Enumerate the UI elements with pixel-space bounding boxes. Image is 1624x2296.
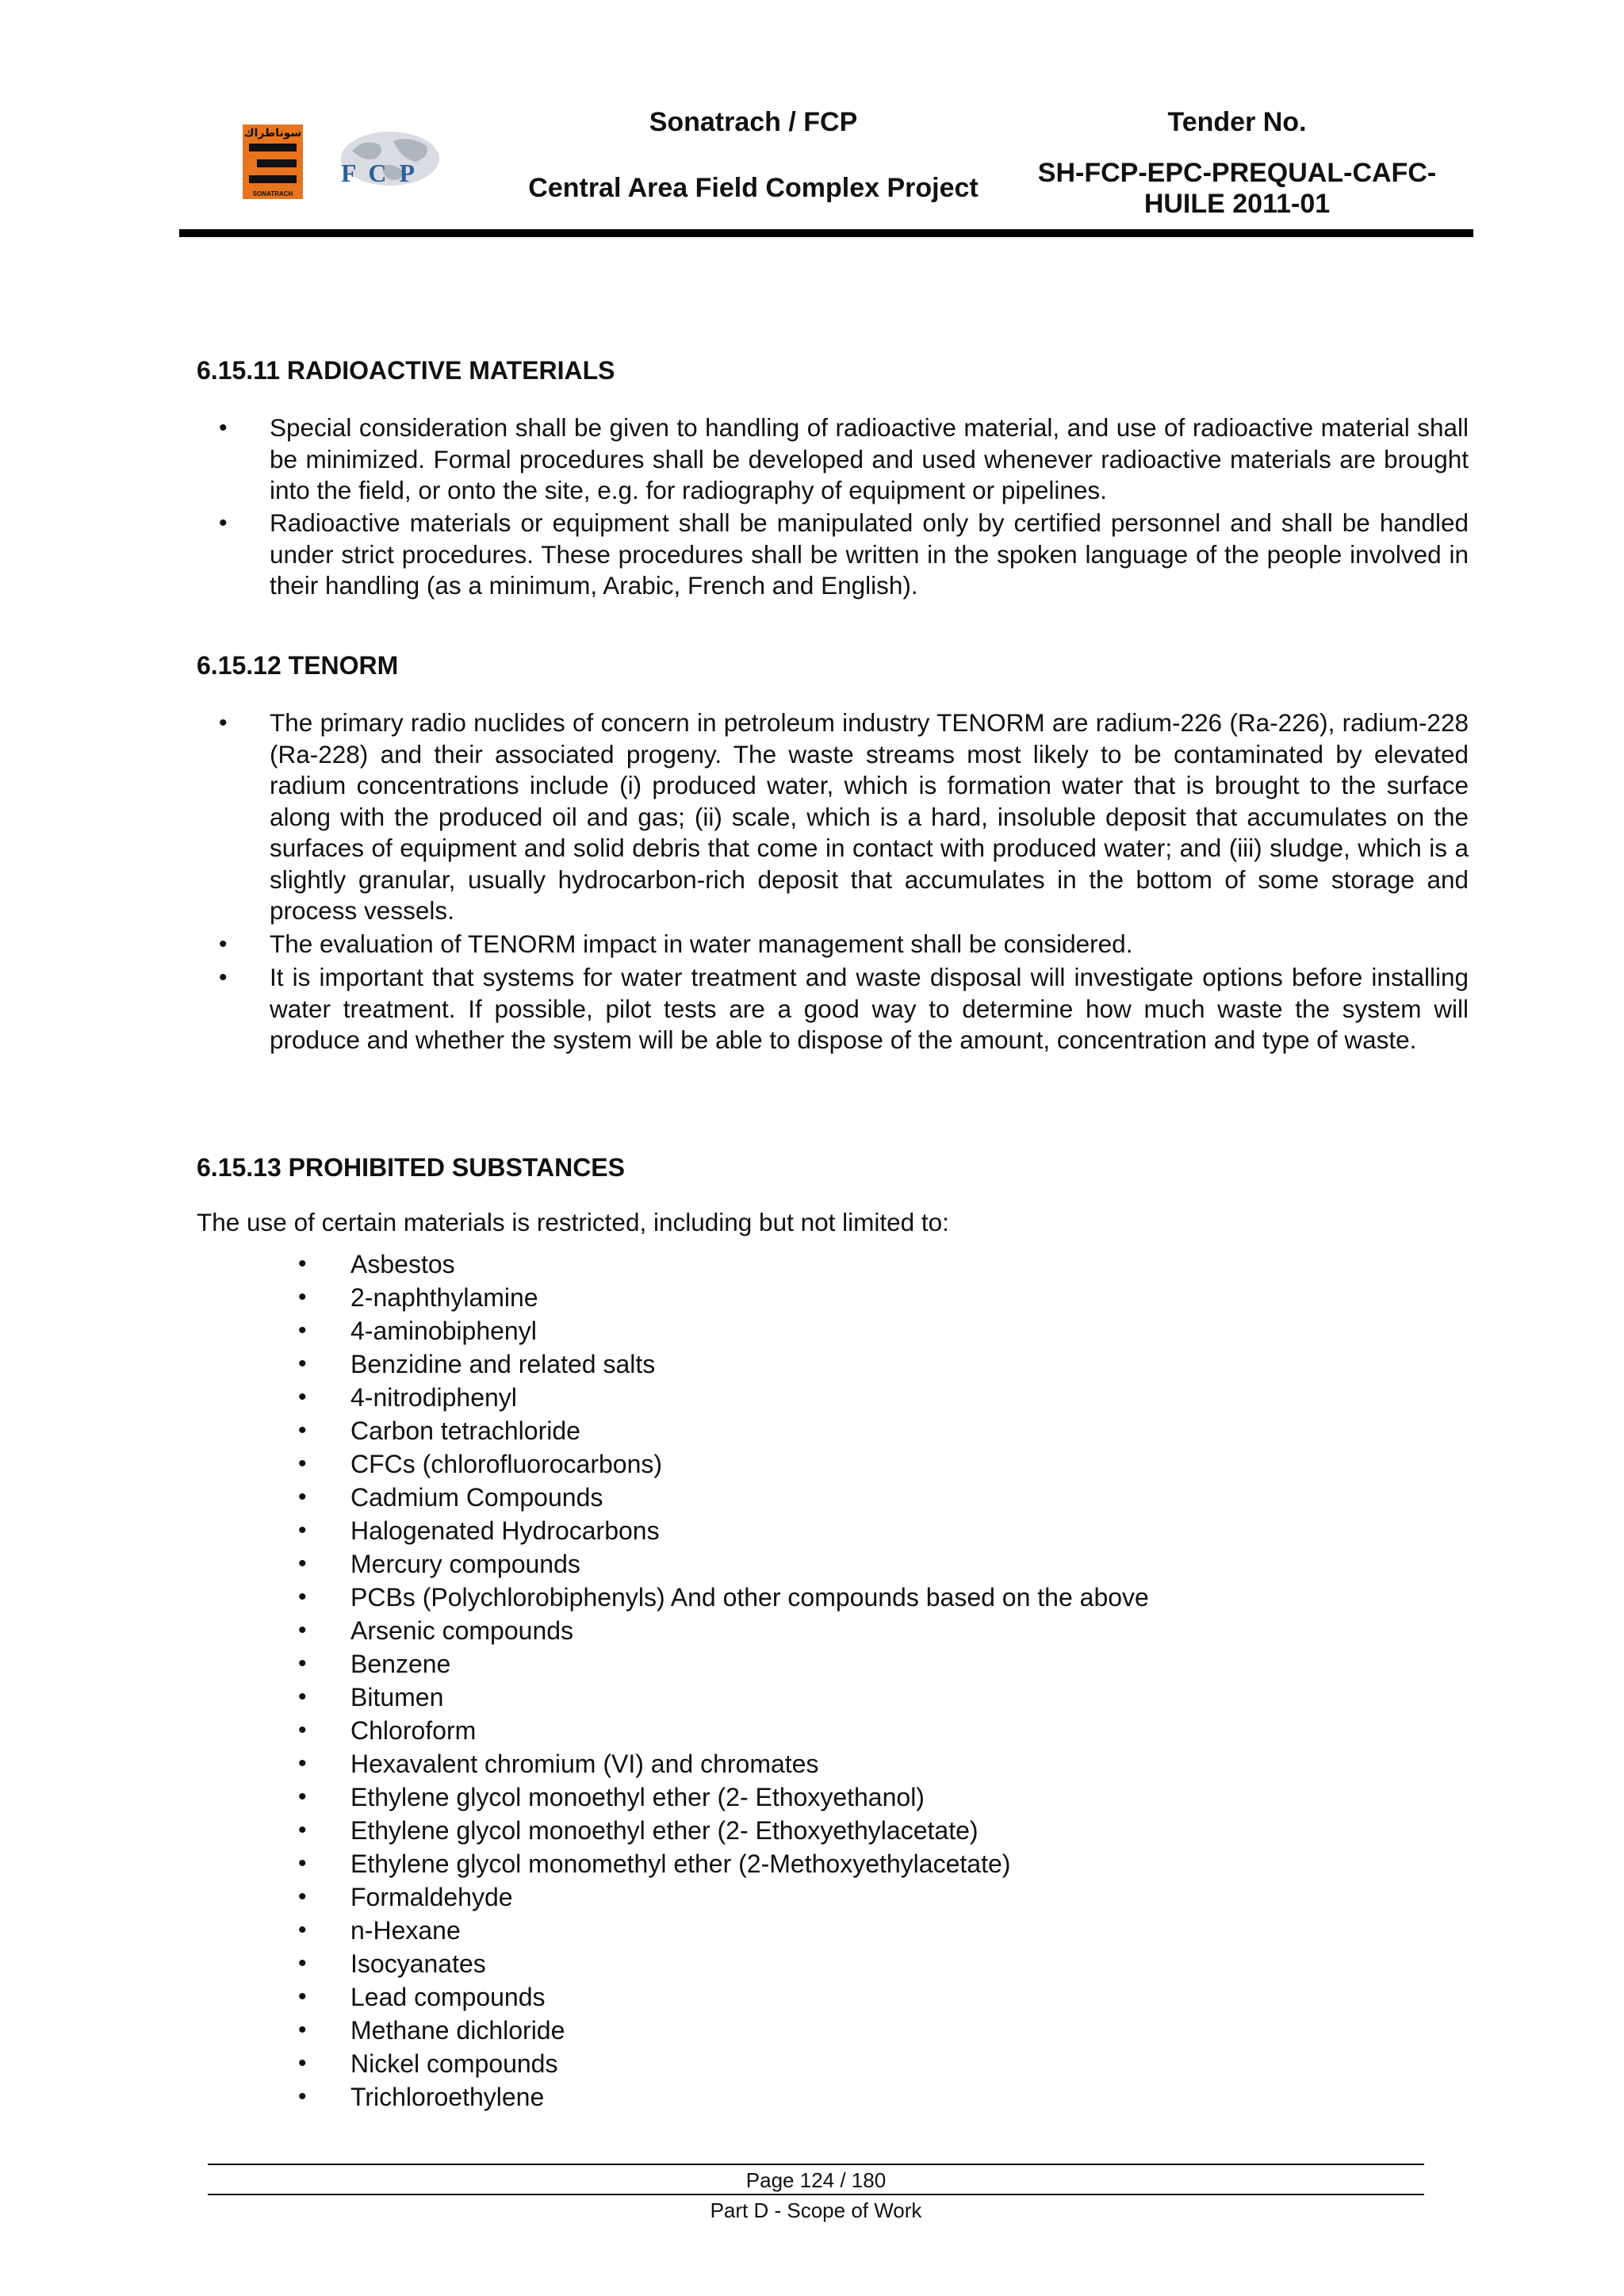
bullet-dot: • (298, 1750, 307, 1777)
prohibited-substance-item: Lead compounds (350, 1983, 546, 2011)
prohibited-substance-item: Ethylene glycol monoethyl ether (2- Ethoxyethanol) (350, 1783, 925, 1811)
bullet-dot: • (298, 1884, 307, 1910)
prohibited-substance-item: Bitumen (350, 1683, 444, 1711)
bullet-dot: • (219, 415, 228, 441)
prohibited-substance-item: Benzene (350, 1650, 451, 1678)
sonatrach-logo (243, 125, 303, 199)
footer-page-number: Page 124 / 180 (745, 2168, 887, 2192)
bullet-dot: • (298, 2050, 307, 2076)
prohibited-substance-item: Chloroform (350, 1716, 477, 1745)
header-project: Central Area Field Complex Project (528, 173, 979, 203)
bullet-dot: • (298, 1417, 307, 1443)
bullet-dot: • (298, 1850, 307, 1876)
radioactive-bullet-2: Radioactive materials or equipment shall be manipulated only by certified personnel and shall be handled under strict procedures. These procedures shall be written in the spoken language of the people involved in their handling (as a minimum, Arabic, French and English). (270, 508, 1469, 600)
section-title-radioactive: 6.15.11 RADIOACTIVE MATERIALS (197, 356, 615, 385)
bullet-dot: • (219, 510, 228, 536)
header-tender-number-line2: HUILE 2011-01 (1143, 189, 1331, 219)
prohibited-substance-item: Halogenated Hydrocarbons (350, 1516, 660, 1545)
bullet-dot: • (298, 1617, 307, 1643)
prohibited-substance-item: Asbestos (350, 1250, 455, 1278)
bullet-dot: • (298, 1650, 307, 1677)
sonatrach-logo-arabic: سوناطراك (243, 126, 302, 139)
header-divider (179, 229, 1473, 237)
bullet-dot: • (298, 1784, 307, 1810)
sonatrach-logo-mark (249, 144, 297, 185)
prohibited-substance-item: n-Hexane (350, 1916, 461, 1945)
prohibited-substance-item: Cadmium Compounds (350, 1483, 603, 1512)
prohibited-intro: The use of certain materials is restricted, including but not limited to: (197, 1208, 949, 1236)
footer-top-rule (208, 2164, 1424, 2165)
header-company: Sonatrach / FCP (649, 107, 858, 137)
prohibited-substance-item: Nickel compounds (350, 2049, 558, 2078)
bullet-dot: • (298, 1351, 307, 1377)
bullet-dot: • (298, 1817, 307, 1843)
footer-part: Part D - Scope of Work (710, 2198, 922, 2222)
prohibited-substance-item: Isocyanates (350, 1949, 486, 1978)
prohibited-substance-item: Carbon tetrachloride (350, 1416, 580, 1445)
bullet-dot: • (298, 1451, 307, 1477)
prohibited-substance-item: 2-naphthylamine (350, 1283, 538, 1312)
bullet-dot: • (298, 1717, 307, 1743)
prohibited-substance-item: Mercury compounds (350, 1550, 580, 1578)
bullet-dot: • (298, 1384, 307, 1410)
prohibited-substance-item: 4-aminobiphenyl (350, 1317, 537, 1345)
bullet-dot: • (298, 1684, 307, 1710)
bullet-dot: • (298, 1917, 307, 1943)
bullet-dot: • (298, 1317, 307, 1343)
bullet-dot: • (219, 710, 228, 736)
prohibited-substance-item: Ethylene glycol monomethyl ether (2-Methoxyethylacetate) (350, 1849, 1011, 1878)
fcp-logo (328, 127, 447, 200)
bullet-dot: • (298, 2017, 307, 2043)
bullet-dot: • (298, 1550, 307, 1577)
prohibited-substance-item: Arsenic compounds (350, 1616, 574, 1645)
header-tender-number-line1: SH-FCP-EPC-PREQUAL-CAFC- (1037, 158, 1437, 188)
radioactive-bullet-1: Special consideration shall be given to handling of radioactive material, and use of radioactive material shall be minimized. Formal procedures shall be developed and used whenever radioactive materials are brought into the field, or onto the site, e.g. for radiography of equipment or pipelines. (270, 413, 1469, 504)
bullet-dot: • (219, 964, 228, 991)
tenorm-bullet-1: The primary radio nuclides of concern in petroleum industry TENORM are radium-226 (Ra-226), radium-228 (Ra-228) and their associated progeny. The waste streams most likely to be contaminated by elevated radium concentrations include (i) produced water, which is formation water that is brought to the surface along with the produced oil and gas; (ii) scale, which is a hard, insoluble deposit that accumulates on the surfaces of equipment and solid debris that come in contact with produced water; and (iii) sludge, which is a slightly granular, usually hydrocarbon-rich deposit that accumulates in the bottom of some storage and process vessels. (270, 708, 1469, 925)
prohibited-substance-item: Formaldehyde (350, 1883, 513, 1911)
bullet-dot: • (298, 1484, 307, 1510)
header-tender-label: Tender No. (1167, 107, 1307, 137)
bullet-dot: • (298, 2083, 307, 2110)
bullet-dot: • (298, 1984, 307, 2010)
prohibited-substance-item: Hexavalent chromium (VI) and chromates (350, 1750, 819, 1778)
footer-bottom-rule (208, 2194, 1424, 2195)
prohibited-substance-item: CFCs (chlorofluorocarbons) (350, 1450, 663, 1478)
prohibited-substance-item: PCBs (Polychlorobiphenyls) And other compounds based on the above (350, 1583, 1149, 1612)
prohibited-substance-item: 4-nitrodiphenyl (350, 1383, 517, 1412)
fcp-logo-text: F C P (341, 159, 419, 187)
bullet-dot: • (298, 1251, 307, 1277)
tenorm-bullet-3: It is important that systems for water treatment and waste disposal will investigate options before installing water treatment. If possible, pilot tests are a good way to determine how much waste the system will produce and whether the system will be able to dispose of the amount, concentration and type of waste. (270, 963, 1469, 1054)
section-title-tenorm: 6.15.12 TENORM (197, 651, 399, 680)
bullet-dot: • (298, 1950, 307, 1976)
bullet-dot: • (298, 1284, 307, 1310)
prohibited-substance-item: Benzidine and related salts (350, 1350, 656, 1378)
bullet-dot: • (219, 931, 228, 957)
prohibited-substance-item: Ethylene glycol monoethyl ether (2- Ethoxyethylacetate) (350, 1816, 979, 1845)
bullet-dot: • (298, 1517, 307, 1543)
section-title-prohibited: 6.15.13 PROHIBITED SUBSTANCES (197, 1153, 625, 1182)
tenorm-bullet-2: The evaluation of TENORM impact in water management shall be considered. (270, 930, 1133, 958)
sonatrach-logo-name: SONATRACH (252, 190, 293, 197)
bullet-dot: • (298, 1584, 307, 1610)
prohibited-substance-item: Trichloroethylene (350, 2083, 545, 2111)
prohibited-substance-item: Methane dichloride (350, 2016, 565, 2045)
